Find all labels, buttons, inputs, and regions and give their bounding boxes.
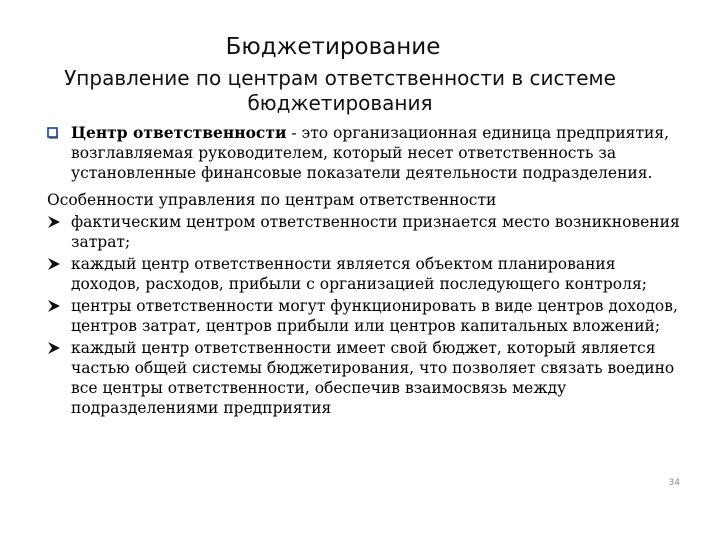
feature-text: каждый центр ответственности является объектом планирования доходов, расходов, прибыли с организацией последующего контроля; [71,255,647,293]
arrow-bullet-icon [47,341,61,355]
definition-text: - это организационная единица предприятия, возглавляемая руководителем, который несет ответственность за установленные финансовые показатели деятельности подразделения. [71,124,670,182]
square-bullet-icon [47,126,61,140]
slide-body [47,123,687,420]
feature-item [47,212,687,252]
feature-text: центры ответственности могут функционировать в виде центров доходов, центров затрат, центров прибыли или центров капитальных вложений; [71,297,678,335]
definition-term: Центр ответственности [71,123,287,142]
definition-paragraph [47,123,687,183]
page-number: 34 [668,478,680,488]
slide-title: Бюджетирование [225,34,441,60]
arrow-bullet-icon [47,257,61,271]
feature-item [47,338,687,418]
features-heading: Особенности управления по центрам ответственности [47,191,497,209]
feature-item [47,296,687,336]
slide-subtitle: Управление по центрам ответственности в системе бюджетирования [64,66,616,115]
arrow-bullet-icon [47,299,61,313]
arrow-bullet-icon [47,215,61,229]
feature-text: фактическим центром ответственности признается место возникновения затрат; [71,213,680,251]
feature-item [47,254,687,294]
feature-text: каждый центр ответственности имеет свой бюджет, который является частью общей системы бюджетирования, что позволяет связать воедино все центры ответственности, обеспечив взаимосвязь между подразделениями предприятия [71,339,675,417]
